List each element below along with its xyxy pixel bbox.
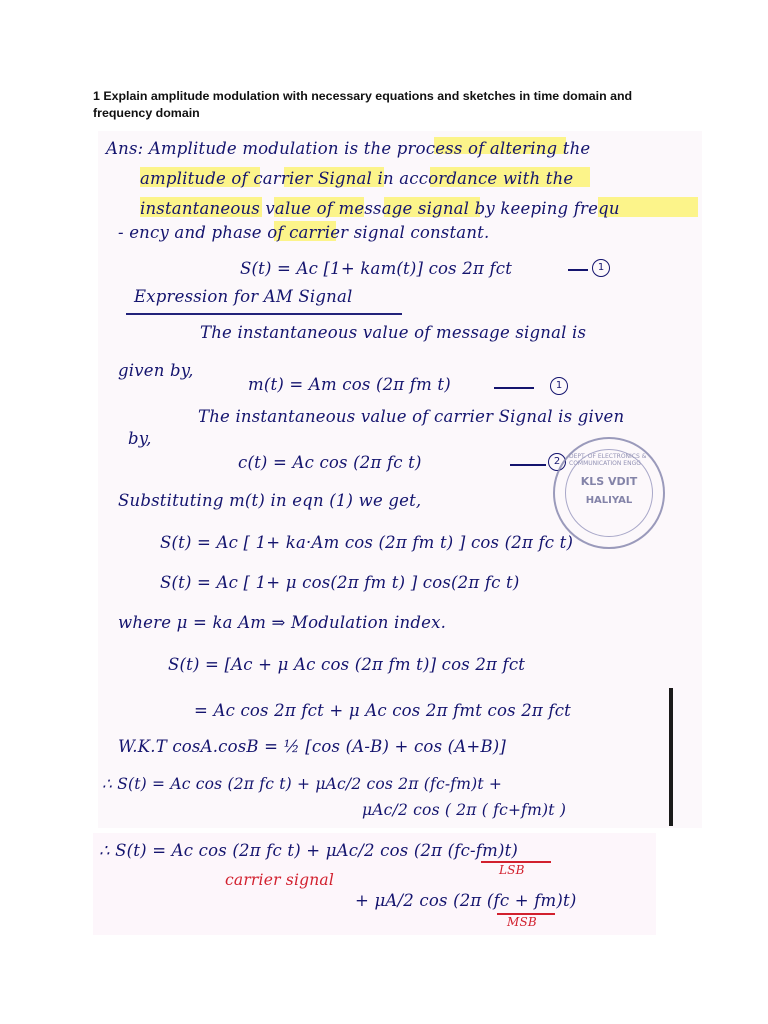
equation-dash [510,464,546,466]
stamp-line-2: HALIYAL [585,495,633,506]
lsb-label: LSB [499,863,525,877]
definition-line-1: Ans: Amplitude modulation is the process of altering the [106,139,591,158]
definition-line-2: amplitude of carrier Signal in accordance with the [140,169,574,188]
equation-s2: S(t) = Ac [ 1+ μ cos(2π fm t) ] cos(2π fc t) [160,573,520,592]
question-text: 1 Explain amplitude modulation with necessary equations and sketches in time domain and frequency domain [93,89,633,120]
equation-1: S(t) = Ac [1+ kam(t)] cos 2π fct [240,259,513,278]
section-heading: Expression for AM Signal [134,287,353,306]
carrier-line-2: by, [128,429,152,448]
equation-carrier-number: 2 [548,453,566,471]
equation-s3: S(t) = [Ac + μ Ac cos (2π fm t)] cos 2π fct [168,655,526,674]
where-line: where μ = ka Am ⇒ Modulation index. [118,613,447,632]
equation-dash [494,387,534,389]
usb-label: MSB [507,915,537,929]
equation-s1: S(t) = Ac [ 1+ ka·Am cos (2π fm t) ] cos (2π fc t) [160,533,574,552]
equation-message: m(t) = Am cos (2π fm t) [248,375,451,394]
equation-s5b: μAc/2 cos ( 2π ( fc+fm)t ) [362,801,567,819]
carrier-line-1: The instantaneous value of carrier Signal is given [198,407,625,426]
carrier-signal-label: carrier signal [225,871,335,889]
equation-message-number: 1 [550,377,568,395]
stamp-line-1: KLS VDIT [580,475,638,488]
margin-bar [669,688,673,826]
equation-s4: = Ac cos 2π fct + μ Ac cos 2π fmt cos 2π fct [194,701,571,720]
equation-s5a: ∴ S(t) = Ac cos (2π fc t) + μAc/2 cos 2π (fc-fm)t + [102,775,503,793]
final-equation-a: ∴ S(t) = Ac cos (2π fc t) + μAc/2 cos (2π (fc-fm)t) [99,841,519,860]
substitution-line: Substituting m(t) in eqn (1) we get, [118,491,422,510]
heading-underline [126,313,402,315]
identity-line: W.K.T cosA.cosB = ½ [cos (A-B) + cos (A+B)] [118,737,507,756]
definition-line-3: instantaneous value of message signal by keeping frequ [140,199,620,218]
message-line-1: The instantaneous value of message signal is [200,323,587,342]
institution-stamp [553,437,665,549]
final-equation-b: + μA/2 cos (2π (fc + fm)t) [355,891,577,910]
equation-carrier: c(t) = Ac cos (2π fc t) [238,453,422,472]
definition-line-4: - ency and phase of carrier signal constant. [118,223,490,242]
equation-dash [568,269,588,271]
stamp-ring-text: DEPT. OF ELECTRONICS & COMMUNICATION ENGG [569,453,647,467]
message-line-2: given by, [118,361,194,380]
handwritten-page-2 [93,833,656,935]
equation-1-number: 1 [592,259,610,277]
